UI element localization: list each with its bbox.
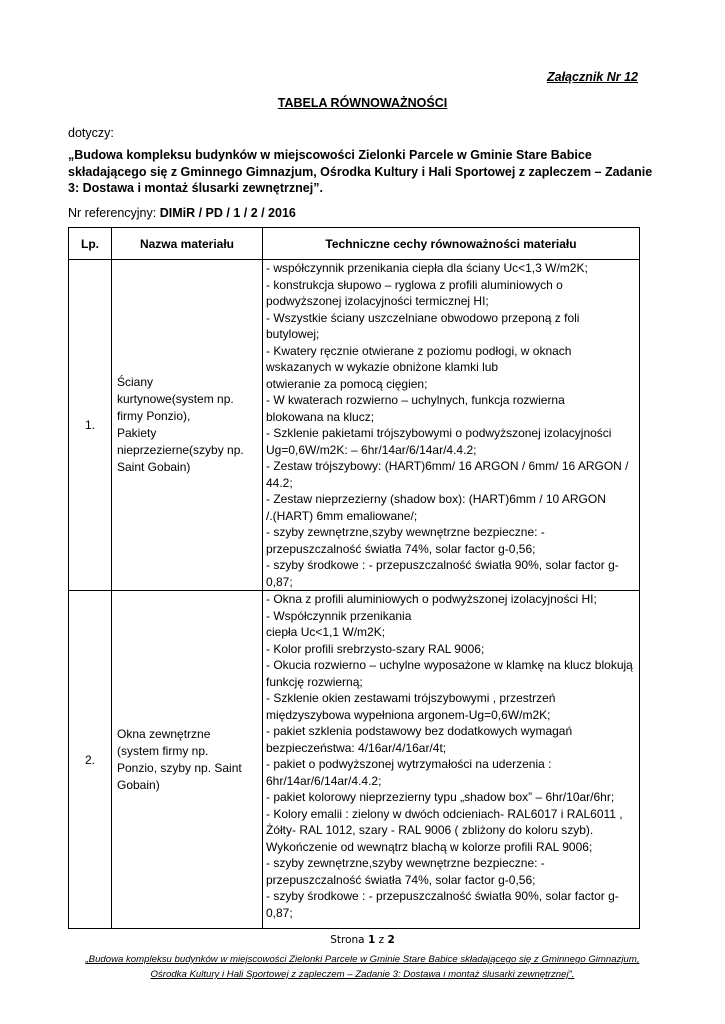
feature-line: - Wszystkie ściany uszczelniane obwodowo przeponą z foli butylowej; <box>266 310 583 341</box>
feature-line: - Okucia rozwierno – uchylne wyposażone w klamkę na klucz blokują <box>266 658 633 672</box>
feature-line: wskazanych w wykazie obniżone klamki lub <box>266 360 499 374</box>
feature-line: - Szklenie pakietami trójszybowymi o podwyższonej izolacyjności <box>266 426 612 440</box>
feature-line: - Kwatery ręcznie otwierane z poziomu podłogi, w oknach <box>266 343 572 358</box>
table-row <box>69 591 640 929</box>
feature-line: międzyszybowa wypełniona argonem-Ug=0,6W/m2K; <box>266 707 551 722</box>
attachment-label: Załącznik Nr 12 <box>546 70 638 84</box>
feature-line: bezpieczeństwa: 4/16ar/4/16ar/4t; <box>266 740 447 755</box>
feature-line: 44.2; <box>266 475 293 490</box>
table-row <box>69 260 640 591</box>
feature-line: - Kolory emalii : zielony w dwóch odcieniach- RAL6017 i RAL6011 , <box>266 806 623 821</box>
feature-line: - Okna z profili aluminiowych o podwyższonej izolacyjności HI; <box>266 592 597 606</box>
feature-line: - szyby zewnętrzne,szyby wewnętrzne bezpieczne: - <box>266 856 545 870</box>
feature-line: blokowana na klucz; <box>266 409 375 424</box>
feature-line: Ug=0,6W/m2K: – 6hr/14ar/6/14ar/4.4.2; <box>266 442 477 457</box>
equivalence-table <box>68 227 640 929</box>
page-current: 1 <box>367 934 376 946</box>
feature-line: 0,87; <box>266 905 293 920</box>
feature-line: - Zestaw trójszybowy: (HART)6mm/ 16 ARGON / 6mm/ 16 ARGON / <box>266 459 629 473</box>
technical-features <box>263 260 640 591</box>
feature-line: - Kolor profili srebrzysto-szary RAL 9006; <box>266 641 485 656</box>
page-separator: z <box>375 934 388 946</box>
name-line: (system firmy np. <box>117 743 209 758</box>
page-number <box>0 934 725 946</box>
feature-line: - pakiet kolorowy nieprzezierny typu „shadow box” – 6hr/10ar/6hr; <box>266 790 615 804</box>
feature-line: przepuszczalność światła 74%, solar factor g-0,56; <box>266 541 536 556</box>
name-line: Okna zewnętrzne <box>117 726 211 741</box>
feature-line: podwyższonej izolacyjności termicznej HI; <box>266 294 489 308</box>
material-name <box>112 260 263 591</box>
feature-line: - współczynnik przenikania ciepła dla ściany Uc<1,3 W/m2K; <box>266 261 588 275</box>
header-technical-features: Techniczne cechy równoważności materiału <box>263 228 640 260</box>
feature-line: - Współczynnik przenikania <box>266 608 412 623</box>
feature-line: - Szklenie okien zestawami trójszybowymi , przestrzeń <box>266 691 556 705</box>
name-line: Pakiety <box>117 426 157 440</box>
feature-line: funkcję rozwierną; <box>266 674 363 689</box>
feature-line: /.(HART) 6mm emaliowane/; <box>266 508 418 523</box>
material-name <box>112 591 263 929</box>
reference-label: Nr referencyjny: <box>68 206 160 220</box>
header-lp: Lp. <box>69 228 112 260</box>
feature-line: Żółty- RAL 1012, szary - RAL 9006 ( zbliżony do koloru szyb). <box>266 823 594 837</box>
project-subject: „Budowa kompleksu budynków w miejscowości Zielonki Parcele w Gminie Stare Babice składającego się z Gminnego Gimnazjum, Ośrodka Kultury i Hali Sportowej z zapleczem – Zadanie 3: Dostawa i montaż ślusarki zewnętrznej”. <box>68 148 653 195</box>
row-number: 2. <box>69 591 112 929</box>
feature-line: - W kwaterach rozwierno – uchylnych, funkcja rozwierna <box>266 393 565 407</box>
feature-line: - szyby zewnętrzne,szyby wewnętrzne bezpieczne: - <box>266 525 545 539</box>
footer-note-line: „Budowa kompleksu budynków w miejscowości Zielonki Parcele w Gminie Stare Babice składającego się z Gminnego Gimnazjum, <box>85 954 640 965</box>
name-line: Ponzio, szyby np. Saint <box>117 760 242 775</box>
feature-line: - szyby środkowe : - przepuszczalność światła 90%, solar factor g- <box>266 558 619 572</box>
name-line: Saint Gobain) <box>117 460 191 474</box>
name-line: Ściany <box>117 375 154 389</box>
page-title: TABELA RÓWNOWAŻNOŚCI <box>277 96 448 110</box>
technical-features <box>263 591 640 929</box>
feature-line: otwieranie za pomocą cięgien; <box>266 376 428 391</box>
row-number: 1. <box>69 260 112 591</box>
name-line: firmy Ponzio), <box>117 409 191 423</box>
feature-line: 0,87; <box>266 574 293 589</box>
feature-line: Wykończenie od wewnątrz blachą w kolorze profili RAL 9006; <box>266 839 593 854</box>
header-material-name: Nazwa materiału <box>112 228 263 260</box>
name-line: nieprzezierne(szyby np. <box>117 443 244 457</box>
page-prefix: Strona <box>330 934 368 946</box>
feature-line: przepuszczalność światła 74%, solar factor g-0,56; <box>266 872 536 887</box>
feature-line: - pakiet o podwyższonej wytrzymałości na uderzenia : <box>266 757 552 771</box>
concerns-label: dotyczy: <box>68 126 114 140</box>
table-header-row <box>69 228 640 260</box>
page-total: 2 <box>387 934 395 946</box>
reference-number <box>68 206 296 220</box>
feature-line: 6hr/14ar/6/14ar/4.4.2; <box>266 773 382 788</box>
feature-line: ciepła Uc<1,1 W/m2K; <box>266 625 386 639</box>
feature-line: - Zestaw nieprzezierny (shadow box): (HART)6mm / 10 ARGON <box>266 492 606 506</box>
name-line: kurtynowe(system np. <box>117 392 234 406</box>
feature-line: - konstrukcja słupowo – ryglowa z profili aluminiowych o <box>266 277 563 292</box>
feature-line: - pakiet szklenia podstawowy bez dodatkowych wymagań <box>266 724 573 738</box>
footer-note <box>60 952 665 982</box>
name-line: Gobain) <box>117 777 160 792</box>
feature-line: - szyby środkowe : - przepuszczalność światła 90%, solar factor g- <box>266 889 619 903</box>
reference-value: DIMiR / PD / 1 / 2 / 2016 <box>159 206 296 220</box>
footer-note-line: Ośrodka Kultury i Hali Sportowej z zapleczem – Zadanie 3: Dostawa i montaż ślusarki zewnętrznej”. <box>150 969 575 980</box>
